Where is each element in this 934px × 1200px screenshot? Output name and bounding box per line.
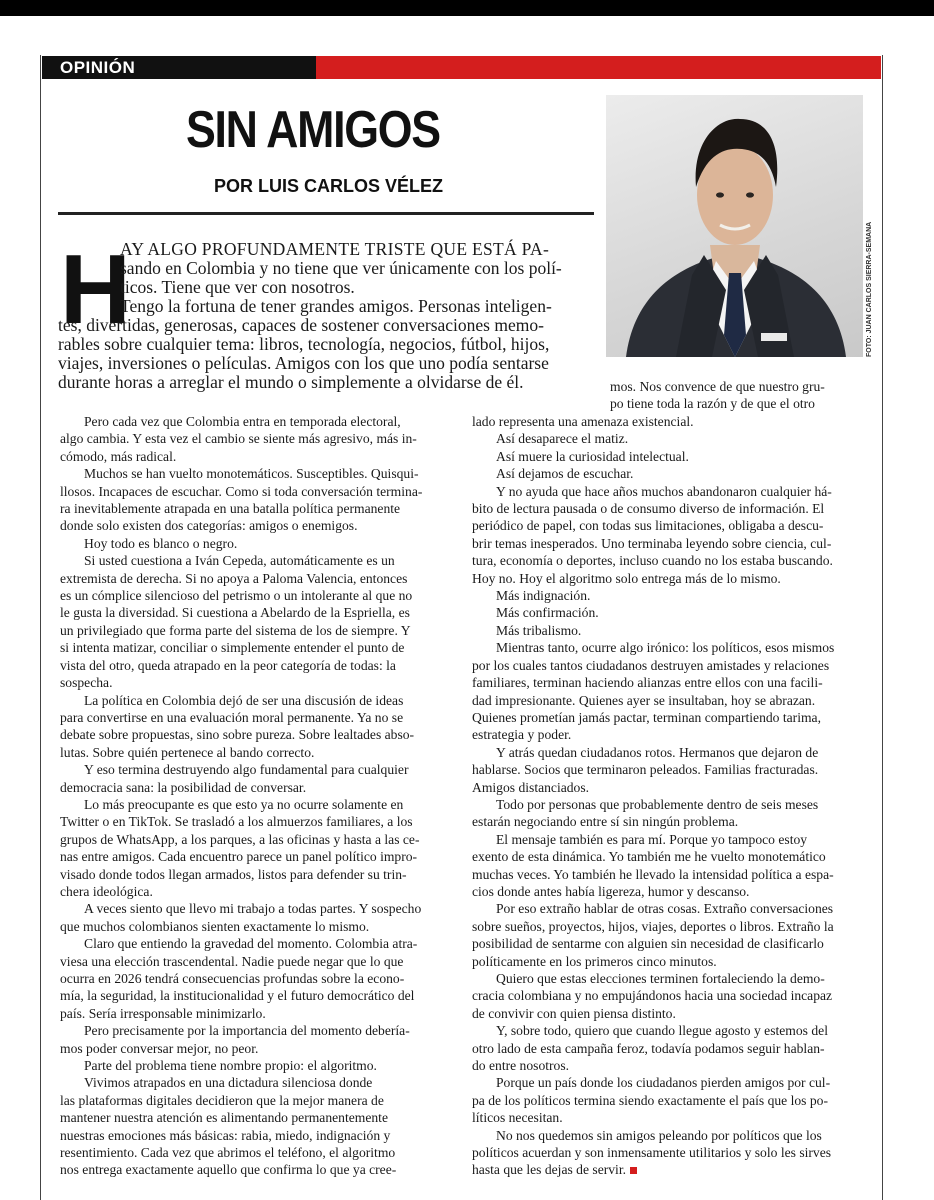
end-mark-icon xyxy=(630,1167,637,1174)
section-label: OPINIÓN xyxy=(60,58,136,77)
lead-paragraph xyxy=(120,240,562,297)
text-line: Y eso termina destruyendo algo fundamental para cualquier xyxy=(84,762,409,778)
text-line: Parte del problema tiene nombre propio: el algoritmo. xyxy=(84,1058,377,1074)
lead-line: tes, divertidas, generosas, capaces de sostener conversaciones memo- xyxy=(58,315,544,335)
text-line: Hoy todo es blanco o negro. xyxy=(84,535,238,551)
section-header-bar xyxy=(42,56,881,79)
text-line: Muchos se han vuelto monotemáticos. Susceptibles. Quisqui- xyxy=(84,466,419,482)
author-photo xyxy=(606,95,863,357)
drop-cap: H xyxy=(60,234,131,344)
lead-line: rables sobre cualquier tema: libros, tecnología, negocios, fútbol, hijos, xyxy=(58,334,550,354)
text-line: No nos quedemos sin amigos peleando por políticos que los xyxy=(496,1127,822,1143)
text-line: Porque un país donde los ciudadanos pierden amigos por cul- xyxy=(496,1075,831,1091)
lead-line: sando en Colombia y no tiene que ver únicamente con los polí- xyxy=(120,258,562,278)
text-line: Pero cada vez que Colombia entra en temporada electoral, xyxy=(84,414,401,429)
photo-credit: FOTO: JUAN CARLOS SIERRA-SEMANA xyxy=(866,221,873,357)
text-line: Y, sobre todo, quiero que cuando llegue agosto y estemos del xyxy=(496,1023,828,1039)
text-line: Más tribalismo. xyxy=(496,622,582,638)
text-line: Mientras tanto, ocurre algo irónico: los políticos, esos mismos xyxy=(496,640,835,656)
text-line: Vivimos atrapados en una dictadura silenciosa donde xyxy=(84,1075,373,1091)
text-line: El mensaje también es para mí. Porque yo tampoco estoy xyxy=(496,831,808,847)
author-portrait-illustration xyxy=(606,95,863,357)
text-line: Así desaparece el matiz. xyxy=(496,431,629,447)
text-line: Pero precisamente por la importancia del momento debería- xyxy=(84,1023,410,1039)
text-line: A veces siento que llevo mi trabajo a todas partes. Y sospecho xyxy=(84,901,422,917)
lead-line: AY ALGO PROFUNDAMENTE TRISTE QUE ESTÁ PA- xyxy=(120,239,550,259)
text-line: Lo más preocupante es que esto ya no ocurre solamente en xyxy=(84,796,404,812)
screen-top-bar xyxy=(0,0,934,16)
title-rule xyxy=(58,212,594,215)
text-line: Si usted cuestiona a Iván Cepeda, automáticamente es un xyxy=(84,553,395,569)
text-line: hasta que les dejas de servir. xyxy=(472,1162,627,1178)
article-title: SIN AMIGOS xyxy=(186,101,440,159)
lead-paragraph-2 xyxy=(58,297,552,392)
text-line: Más indignación. xyxy=(496,588,591,604)
text-line: La política en Colombia dejó de ser una discusión de ideas xyxy=(84,692,404,708)
article-byline: POR LUIS CARLOS VÉLEZ xyxy=(214,176,444,196)
lead-line: durante horas a arreglar el mundo o simplemente a olvidarse de él. xyxy=(58,372,524,392)
text-line: Y atrás quedan ciudadanos rotos. Hermanos que dejaron de xyxy=(496,744,819,760)
text-line: Quiero que estas elecciones terminen fortaleciendo la demo- xyxy=(496,971,825,986)
text-line: Más confirmación. xyxy=(496,605,599,621)
section-bar-red xyxy=(316,56,881,79)
text-line: Así muere la curiosidad intelectual. xyxy=(496,448,689,464)
lead-line: Tengo la fortuna de tener grandes amigos. Personas inteligen- xyxy=(120,296,552,316)
text-line: Y no ayuda que hace años muchos abandonaron cualquier há- xyxy=(496,483,832,499)
text-line: Claro que entiendo la gravedad del momento. Colombia atra- xyxy=(84,936,418,952)
text-line: Así dejamos de escuchar. xyxy=(496,466,634,482)
text-line: Por eso extraño hablar de otras cosas. Extraño conversaciones xyxy=(496,901,834,917)
lead-line: viajes, inversiones o películas. Amigos con los que uno podía sentarse xyxy=(58,353,549,373)
text-line: Todo por personas que probablemente dentro de seis meses xyxy=(496,796,819,812)
lead-line: ticos. Tiene que ver con nosotros. xyxy=(120,277,355,297)
